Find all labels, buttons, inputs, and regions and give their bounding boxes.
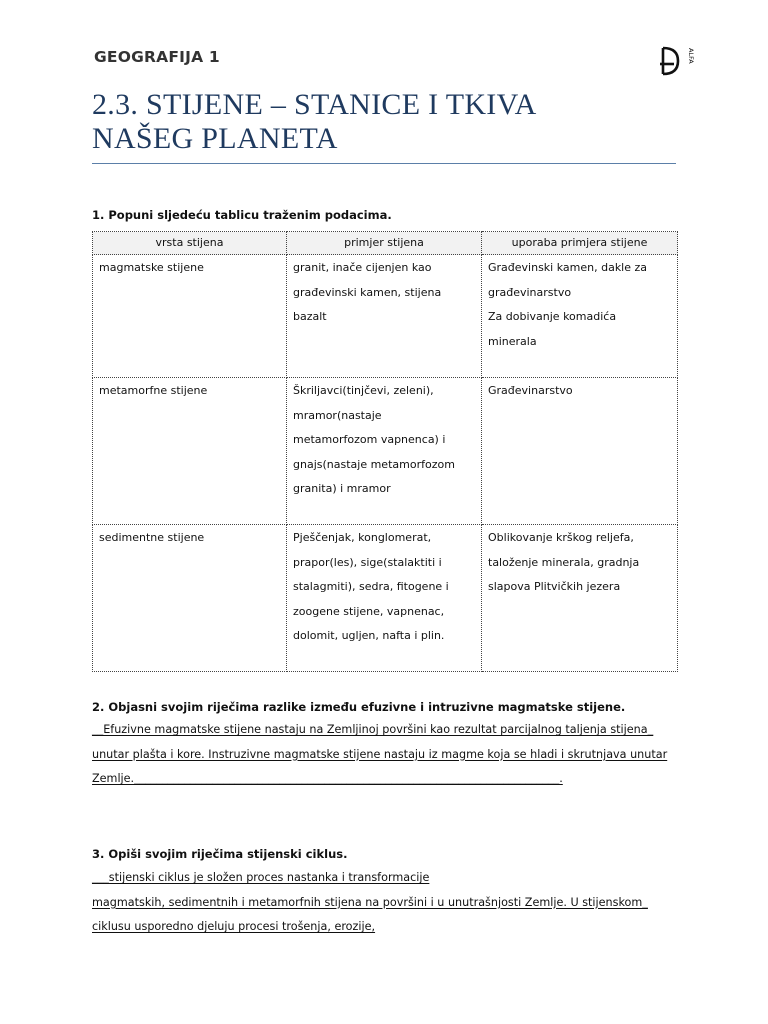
cell-line: bazalt <box>293 310 327 323</box>
answer-line: magmatskih, sedimentnih i metamorfnih stijena na površini i u unutrašnjosti Zemlje. U stijenskom_ <box>92 895 648 909</box>
table-header-cell: primjer stijena <box>287 232 482 255</box>
table-row <box>93 255 678 378</box>
table-header-row <box>93 232 678 255</box>
cell-line: metamorfozom vapnenca) i <box>293 433 446 446</box>
answer-line: ___stijenski ciklus je složen proces nastanka i transformacije <box>92 871 430 884</box>
table-cell-use <box>482 525 678 672</box>
answer-line: unutar plašta i kore. Instruzivne magmatske stijene nastaju iz magme koja se hladi i skrutnjava unutar <box>92 747 668 761</box>
cell-line: Pješčenjak, konglomerat, <box>293 531 432 544</box>
question-1-label: 1. Popuni sljedeću tablicu traženim podacima. <box>92 208 392 222</box>
cell-line: metamorfne stijene <box>99 384 208 397</box>
cell-line: građevinski kamen, stijena <box>293 285 442 299</box>
alfa-logo-icon <box>658 44 698 84</box>
page-header-title: GEOGRAFIJA 1 <box>94 48 220 66</box>
table-cell-rock-type <box>93 255 287 378</box>
answer-line: ciklusu usporedno djeluju procesi trošenja, erozije, <box>92 920 376 933</box>
cell-line: Za dobivanje komadića <box>488 310 617 323</box>
page-title <box>92 88 692 156</box>
alfa-logo-text: ALFA <box>687 48 695 64</box>
cell-line: Oblikovanje krškog reljefa, <box>488 531 634 544</box>
table-cell-example <box>287 255 482 378</box>
table-cell-use <box>482 255 678 378</box>
cell-line: Škriljavci(tinjčevi, zeleni), <box>293 384 434 397</box>
table-row <box>93 525 678 672</box>
cell-line: dolomit, ugljen, nafta i plin. <box>293 629 445 642</box>
rock-types-table <box>92 231 678 672</box>
table-cell-rock-type <box>93 378 287 525</box>
cell-line: stalagmiti), sedra, fitogene i <box>293 580 449 593</box>
page-title-line-1: 2.3. STIJENE – STANICE I TKIVA <box>92 88 537 121</box>
cell-line: minerala <box>488 334 537 348</box>
question-2-answer <box>92 718 667 792</box>
answer-line: Zemlje.____________________________________________________________________________. <box>92 772 563 785</box>
cell-line: mramor(nastaje <box>293 408 382 422</box>
cell-line: prapor(les), sige(stalaktiti i <box>293 555 442 569</box>
question-2-label: 2. Objasni svojim riječima razlike između efuzivne i intruzivne magmatske stijene. <box>92 700 626 714</box>
page-title-line-2: NAŠEG PLANETA <box>92 122 338 155</box>
table-header-cell: vrsta stijena <box>93 232 287 255</box>
cell-line: granita) i mramor <box>293 482 391 495</box>
table-cell-rock-type <box>93 525 287 672</box>
cell-line: slapova Plitvičkih jezera <box>488 580 621 593</box>
table-cell-example <box>287 525 482 672</box>
cell-line: magmatske stijene <box>99 261 204 274</box>
cell-line: sedimentne stijene <box>99 531 205 544</box>
question-3-answer <box>92 866 648 940</box>
cell-line: zoogene stijene, vapnenac, <box>293 604 445 618</box>
table-row <box>93 378 678 525</box>
table-cell-example <box>287 378 482 525</box>
cell-line: taloženje minerala, gradnja <box>488 555 640 569</box>
cell-line: granit, inače cijenjen kao <box>293 261 432 274</box>
question-3-label: 3. Opiši svojim riječima stijenski ciklus. <box>92 847 348 861</box>
cell-line: gnajs(nastaje metamorfozom <box>293 457 455 471</box>
answer-line: __Efuzivne magmatske stijene nastaju na Zemljinoj površini kao rezultat parcijalnog taljenja stijena_ <box>92 723 654 736</box>
alfa-logo <box>658 44 698 84</box>
cell-line: Građevinarstvo <box>488 384 573 397</box>
table-cell-use <box>482 378 678 525</box>
table-header-cell: uporaba primjera stijene <box>482 232 678 255</box>
cell-line: Građevinski kamen, dakle za <box>488 261 648 274</box>
cell-line: građevinarstvo <box>488 285 572 299</box>
title-divider <box>92 163 676 164</box>
